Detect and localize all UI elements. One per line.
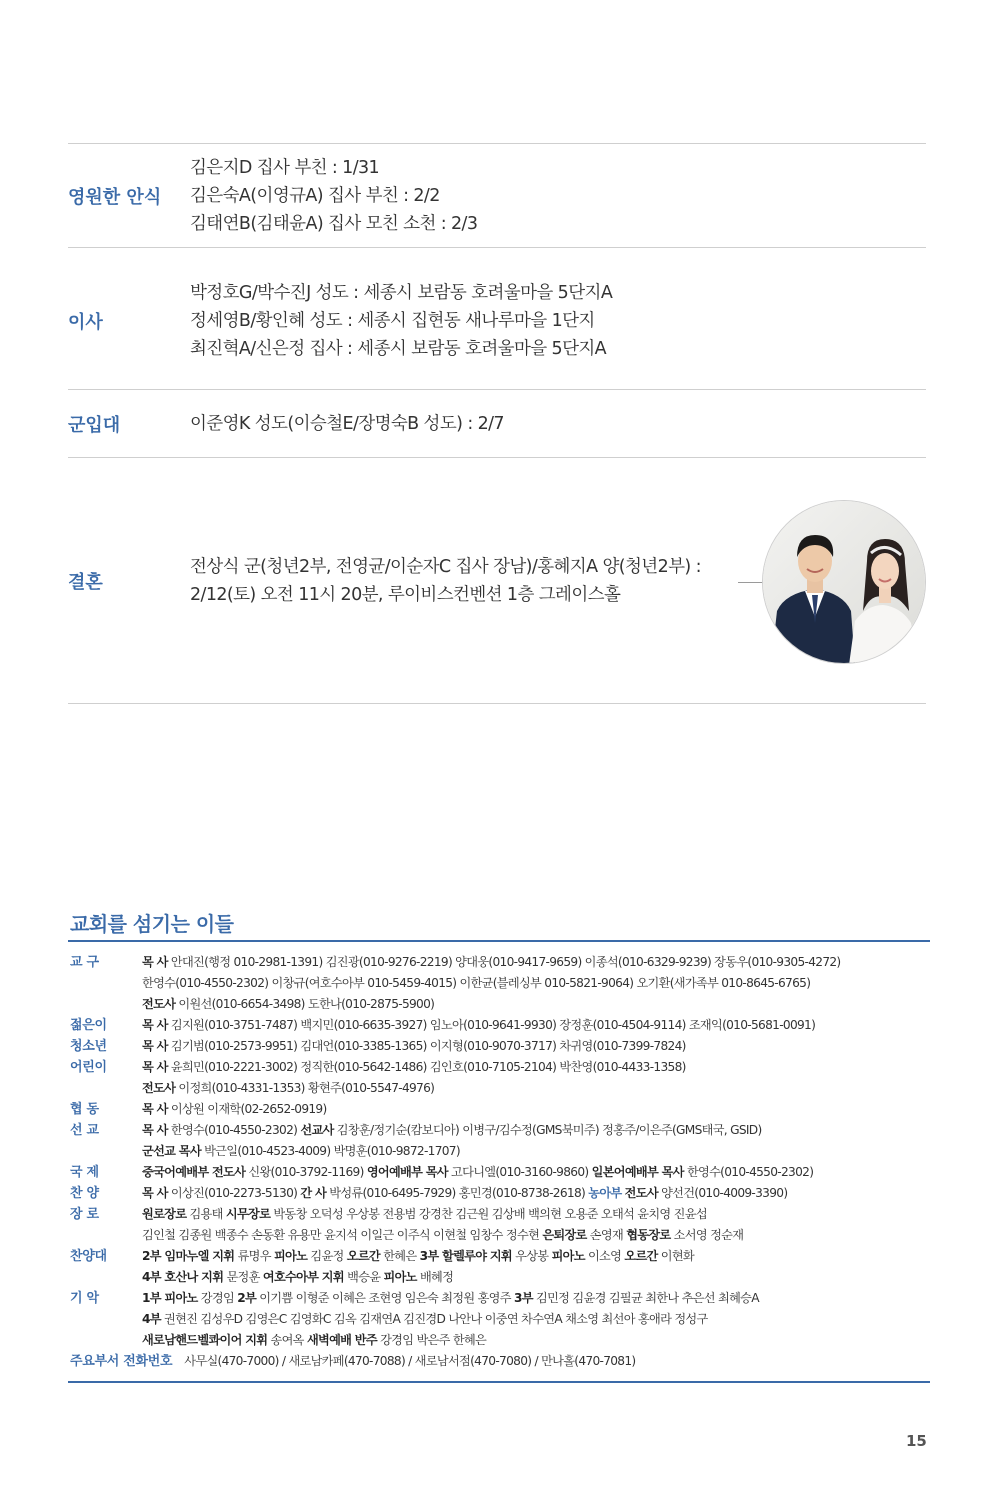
staff-role: 2부 임마누엘 지휘: [142, 1249, 235, 1263]
staff-row: [70, 1183, 930, 1204]
staff-text: 목 사 안대진(행정 010-2981-1391) 김진광(010-9276-2219) 양대웅(010-9417-9659) 이종석(010-6329-9239) 장동우(010-9305-4272): [142, 955, 841, 969]
staff-text: 목 사 김기범(010-2573-9951) 김대언(010-3385-1365) 이지형(010-9070-3717) 차귀영(010-7399-7824): [142, 1039, 686, 1053]
notice-label: 군입대: [68, 415, 121, 436]
staff-category: 젊은이: [70, 1018, 107, 1033]
notice-line: 김태연B(김태윤A) 집사 모친 소천 : 2/3: [190, 214, 478, 234]
staff-role: 새벽예배 반주: [306, 1333, 377, 1347]
staff-role: 시무장로: [225, 1207, 271, 1221]
staff-category: 선 교: [70, 1123, 99, 1138]
staff-role: 2부: [237, 1291, 257, 1305]
staff-row: [70, 1309, 930, 1330]
notice-line: 김은숙A(이영규A) 집사 부친 : 2/2: [190, 186, 440, 206]
staff-role: 전도사: [142, 1081, 176, 1095]
staff-role: 새로남핸드벨콰이어 지휘: [142, 1333, 268, 1347]
staff-role: 오르간: [624, 1249, 658, 1263]
staff-role: 군선교 목사: [142, 1144, 201, 1158]
notice-label: 영원한 안식: [68, 187, 162, 208]
wedding-photo: [762, 500, 926, 664]
notice-lines: [190, 154, 477, 238]
staff-row: [70, 1141, 930, 1162]
notice-military: [68, 389, 926, 457]
staff-text: 1부 피아노 강경임 2부 이기쁨 이형준 이혜은 조현영 임은숙 최정원 홍영주 3부 김민정 김윤경 김필균 최한나 추은선 최혜승A: [142, 1291, 759, 1305]
staff-text: 목 사 이상원 이재학(02-2652-0919): [142, 1102, 327, 1116]
staff-row: [70, 952, 930, 973]
staff-text: 군선교 목사 박근일(010-4523-4009) 박명훈(010-9872-1707): [142, 1144, 460, 1158]
staff-list: [70, 952, 930, 1372]
notice-line: 2/12(토) 오전 11시 20분, 루이비스컨벤션 1층 그레이스홀: [190, 585, 621, 605]
staff-text: 목 사 한영수(010-4550-2302) 선교사 김창훈/정기순(캄보디아) 이병구/김수정(GMS북미주) 정홍주/이은주(GMS태국, GSID): [142, 1123, 762, 1137]
staff-role: 목 사: [142, 1018, 168, 1032]
staff-row: [70, 1015, 930, 1036]
staff-role: 전도사: [142, 997, 176, 1011]
staff-dept: 농아부: [588, 1186, 622, 1200]
staff-row: [70, 1078, 930, 1099]
notice-moving: [68, 247, 926, 389]
staff-role: 3부 할렐루야 지휘: [419, 1249, 512, 1263]
staff-text: 목 사 이상진(010-2273-5130) 간 사 박성류(010-6495-7929) 홍민경(010-8738-2618) 농아부 전도사 양선건(010-4009-3390): [142, 1186, 788, 1200]
staff-bottom-rule: [68, 1381, 930, 1383]
staff-role: 4부 호산나 지휘: [142, 1270, 224, 1284]
staff-category: 장 로: [70, 1207, 99, 1222]
staff-role: 영어예배부 목사: [366, 1165, 448, 1179]
staff-text: 4부 호산나 지휘 문정훈 여호수아부 지휘 백승윤 피아노 배혜정: [142, 1270, 454, 1284]
staff-role: 원로장로: [142, 1207, 187, 1221]
couple-illustration: [763, 501, 926, 664]
staff-role: 목 사: [142, 1102, 168, 1116]
staff-row: [70, 1120, 930, 1141]
staff-text: 한영수(010-4550-2302) 이창규(여호수아부 010-5459-4015) 이한균(블레싱부 010-5821-9064) 오기환(새가족부 010-8645-6765): [142, 976, 811, 990]
staff-category: 기 악: [70, 1291, 99, 1306]
phone-row: [70, 1351, 930, 1372]
notice-line: 이준영K 성도(이승철E/장명숙B 성도) : 2/7: [190, 414, 504, 434]
staff-category: 찬양대: [70, 1249, 107, 1264]
notice-lines: [190, 410, 504, 438]
staff-role: 중국어예배부 전도사: [142, 1165, 246, 1179]
notice-line: 김은지D 집사 부친 : 1/31: [190, 158, 380, 178]
staff-category: 찬 양: [70, 1186, 99, 1201]
staff-role: 목 사: [142, 1186, 168, 1200]
staff-row: [70, 1204, 930, 1225]
notice-rest: [68, 143, 926, 247]
staff-role: 피아노: [551, 1249, 585, 1263]
staff-role: 피아노: [383, 1270, 417, 1284]
page-number: 15: [906, 1432, 927, 1450]
staff-category: 청소년: [70, 1039, 107, 1054]
staff-text: 전도사 이원선(010-6654-3498) 도한나(010-2875-5900): [142, 997, 435, 1011]
notice-line: 정세영B/황인혜 성도 : 세종시 집현동 새나루마을 1단지: [190, 311, 595, 331]
staff-role: 목 사: [142, 1060, 168, 1074]
staff-role: 4부: [142, 1312, 161, 1326]
staff-section-title: 교회를 섬기는 이들: [70, 912, 234, 936]
notice-label: 결혼: [68, 572, 103, 593]
notice-line: 전상식 군(청년2부, 전영균/이순자C 집사 장남)/홍혜지A 양(청년2부) :: [190, 557, 701, 577]
staff-row: [70, 1330, 930, 1351]
staff-text: 4부 권현진 김성우D 김영은C 김영화C 김옥 김재연A 김진경D 나안나 이중연 차수연A 채소영 최선아 홍애라 정성구: [142, 1312, 708, 1326]
staff-row: [70, 1057, 930, 1078]
staff-row: [70, 994, 930, 1015]
staff-role: 전도사: [624, 1186, 658, 1200]
staff-role: 목 사: [142, 1039, 168, 1053]
staff-top-rule: [68, 940, 930, 942]
staff-row: [70, 1267, 930, 1288]
notice-line: 최진혁A/신은정 집사 : 세종시 보람동 호려울마을 5단지A: [190, 339, 607, 359]
staff-role: 1부 피아노: [142, 1291, 198, 1305]
staff-role: 여호수아부 지휘: [262, 1270, 344, 1284]
staff-category: 협 동: [70, 1102, 99, 1117]
staff-text: 새로남핸드벨콰이어 지휘 송여옥 새벽예배 반주 강경임 박은주 한혜은: [142, 1333, 487, 1347]
notice-divider: [68, 703, 926, 704]
staff-text: 원로장로 김용태 시무장로 박동창 오덕성 우상봉 전용범 강경찬 김근원 김상배 백의현 오용준 오태석 윤치영 진윤섭: [142, 1207, 707, 1221]
staff-text: 전도사 이정희(010-4331-1353) 황현주(010-5547-4976): [142, 1081, 435, 1095]
staff-category: 어린이: [70, 1060, 107, 1075]
staff-role: 목 사: [142, 1123, 168, 1137]
staff-row: [70, 1036, 930, 1057]
staff-category: 국 제: [70, 1165, 99, 1180]
staff-row: [70, 1246, 930, 1267]
staff-text: 2부 임마누엘 지휘 류명우 피아노 김윤정 오르간 한혜은 3부 할렐루야 지휘 우상봉 피아노 이소영 오르간 이현화: [142, 1249, 695, 1263]
phone-label: 주요부서 전화번호: [70, 1354, 173, 1369]
staff-row: [70, 1225, 930, 1246]
staff-row: [70, 1288, 930, 1309]
staff-role: 선교사: [300, 1123, 334, 1137]
staff-text: 김인철 김종원 백종수 손동환 유용만 윤지석 이일근 이주식 이현철 임창수 정수현 은퇴장로 손영재 협동장로 소서영 정순재: [142, 1228, 744, 1242]
staff-role: 피아노: [273, 1249, 308, 1263]
staff-row: [70, 1099, 930, 1120]
staff-text: 목 사 윤희민(010-2221-3002) 정직한(010-5642-1486) 김인호(010-7105-2104) 박찬영(010-4433-1358): [142, 1060, 686, 1074]
staff-role: 협동장로: [626, 1228, 671, 1242]
staff-role: 3부: [514, 1291, 533, 1305]
staff-text: 중국어예배부 전도사 신왕(010-3792-1169) 영어예배부 목사 고다니엘(010-3160-9860) 일본어예배부 목사 한영수(010-4550-2302): [142, 1165, 814, 1179]
staff-category: 교 구: [70, 955, 99, 970]
staff-role: 목 사: [142, 955, 168, 969]
staff-row: [70, 973, 930, 994]
staff-role: 간 사: [300, 1186, 327, 1200]
notice-lines: [190, 279, 612, 363]
notice-label: 이사: [68, 312, 103, 333]
phone-numbers: 사무실(470-7000) / 새로남카페(470-7088) / 새로남서점(470-7080) / 만나홀(470-7081): [184, 1354, 636, 1368]
staff-role: 오르간: [346, 1249, 381, 1263]
staff-row: [70, 1162, 930, 1183]
staff-role: 일본어예배부 목사: [591, 1165, 684, 1179]
staff-role: 은퇴장로: [542, 1228, 587, 1242]
notice-lines: [190, 553, 701, 609]
notice-line: 박정호G/박수진J 성도 : 세종시 보람동 호려울마을 5단지A: [190, 283, 613, 303]
staff-text: 목 사 김지원(010-3751-7487) 백지민(010-6635-3927) 임노아(010-9641-9930) 장정훈(010-4504-9114) 조재익(010-5681-0091): [142, 1018, 816, 1032]
